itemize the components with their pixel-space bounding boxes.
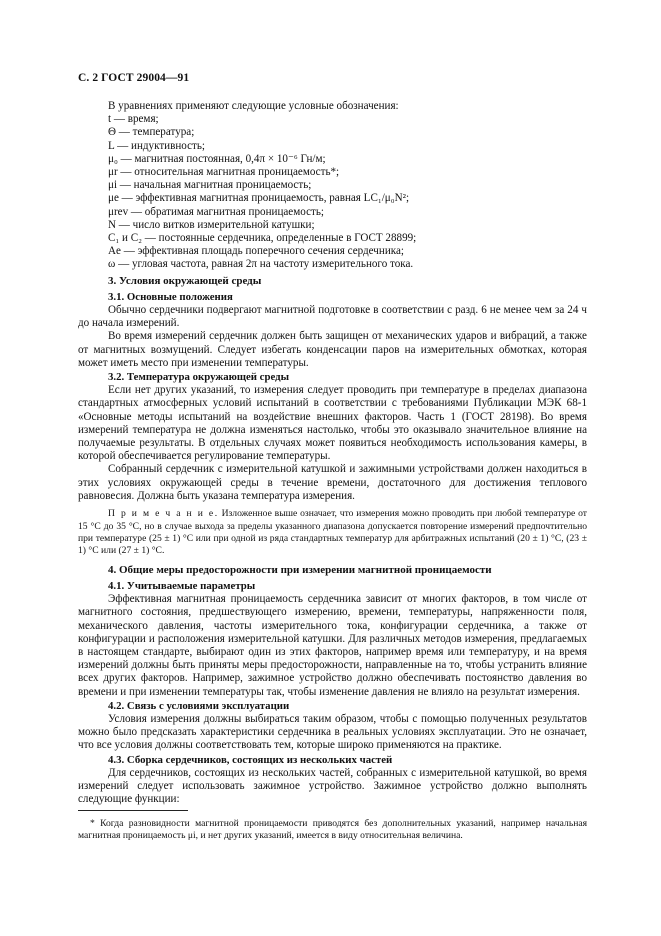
note-text: Изложенное выше означает, что измерения можно проводить при любой температуре от 15 °C до 35 °C, но в случае выхода за пределы указанного диапазона допускается повторение измерений предпочтительно при температуре (25 ± 1) °C или при одной из ряда стандартных температур для арбитражных испытаний (20 ± 1) °C, (23 ± 1) °C или (27 ± 1) °C. (78, 508, 587, 557)
section-4-1-para-1: Эффективная магнитная проницаемость сердечника зависит от многих факторов, в том числе от магнитного состояния, предшествующего измерению, времени, температуры, напряженности поля, механического давления, частоты измерительного тока, конфигурации сердечника, а также от конфигурации и расположения измерительной катушки. Для различных методов измерения, предлагаемых в настоящем стандарте, выбирают один из этих факторов, например время или температуру, и на время измерений должны быть приняты меры предосторожности, направленные на то, чтобы устранить влияние всех других факторов. Например, зажимное устройство должно обеспечивать постоянство давления во времени и при изменении температуры так, чтобы изменение давления не влияло на результат измерения. (78, 593, 587, 698)
section-3-title: 3. Условия окружающей среды (108, 274, 262, 287)
section-4-1-title: 4.1. Учитываемые параметры (108, 579, 256, 592)
section-4-2-title: 4.2. Связь с условиями эксплуатации (108, 699, 290, 712)
section-3-2-title: 3.2. Температура окружающей среды (108, 371, 290, 384)
section-4-3-title: 4.3. Сборка сердечников, состоящих из нескольких частей (108, 753, 393, 766)
symbol-item: μ₀ — магнитная постоянная, 0,4π × 10⁻⁶ Гн/м; (108, 152, 326, 165)
symbols-intro: В уравнениях применяют следующие условные обозначения: (108, 100, 399, 112)
note (78, 508, 587, 558)
symbol-item: C₁ и C₂ — постоянные сердечника, определенные в ГОСТ 28899; (108, 232, 417, 245)
section-3-2-para-1: Если нет других указаний, то измерения следует проводить при температуре в пределах диапазона стандартных атмосферных условий испытаний в соответствии с требованиями Публикации МЭК 68-1 «Основные методы испытаний на воздействие внешних факторов. Часть 1 (ГОСТ 28198). Во время измерений температура не должна изменяться настолько, чтобы это оказывало значительное влияние на получаемые результаты. В отдельных случаях может появиться необходимость использования камеры, в которой обеспечивается регулирование температуры. (78, 384, 587, 463)
page-header: С. 2 ГОСТ 29004—91 (78, 72, 190, 84)
symbol-item: N — число витков измерительной катушки; (108, 218, 315, 231)
section-4-title: 4. Общие меры предосторожности при измерении магнитной проницаемости (108, 563, 492, 576)
section-4-3-para-1: Для сердечников, состоящих из нескольких частей, собранных с измерительной катушкой, во время измерений следует использовать зажимное устройство. Зажимное устройство должно выполнять следующие функции: (78, 766, 587, 806)
note-label: П р и м е ч а н и е. (108, 508, 219, 520)
symbol-item: t — время; (108, 113, 159, 126)
symbol-item: Ae — эффективная площадь поперечного сечения сердечника; (108, 245, 404, 258)
section-3-1-title: 3.1. Основные положения (108, 290, 233, 303)
symbol-item: μi — начальная магнитная проницаемость; (108, 179, 312, 192)
section-3-1-para-1: Обычно сердечники подвергают магнитной подготовке в соответствии с разд. 6 не менее чем за 24 ч до начала измерений. (78, 304, 587, 330)
symbol-item: ω — угловая частота, равная 2π на частоту измерительного тока. (108, 258, 414, 271)
symbol-item: μe — эффективная магнитная проницаемость, равная LC₁/μ₀N²; (108, 192, 410, 205)
symbols-list (78, 113, 587, 271)
section-3-1-para-2: Во время измерений сердечник должен быть защищен от механических ударов и вибраций, а также от магнитных возмущений. Следует избегать конденсации паров на измерительных обмотках, которая может иметь место при изменении температуры. (78, 330, 587, 369)
symbol-item: L — индуктивность; (108, 139, 206, 152)
footnote-divider (78, 810, 188, 811)
symbol-item: Θ — температура; (108, 126, 195, 139)
section-4-2-para-1: Условия измерения должны выбираться таким образом, чтобы с помощью полученных результатов можно было предсказать характеристики сердечника в реальных условиях эксплуатации. Это не означает, что все условия должны соответствовать тем, которые широко применяются на практике. (78, 712, 587, 752)
symbol-item: μrev — обратимая магнитная проницаемость; (108, 205, 324, 218)
section-3-2-para-2: Собранный сердечник с измерительной катушкой и зажимными устройствами должен находиться в этих условиях окружающей среды в течение времени, достаточного для достижения теплового равновесия. Должна быть указана температура измерения. (78, 463, 587, 502)
page-content (78, 100, 587, 806)
footnote: * Когда разновидности магнитной проницаемости приводятся без дополнительных указаний, например начальная магнитная проницаемость μi, и нет других указаний, имеется в виду относительная величина. (78, 818, 587, 842)
symbol-item: μr — относительная магнитная проницаемость*; (108, 166, 340, 179)
